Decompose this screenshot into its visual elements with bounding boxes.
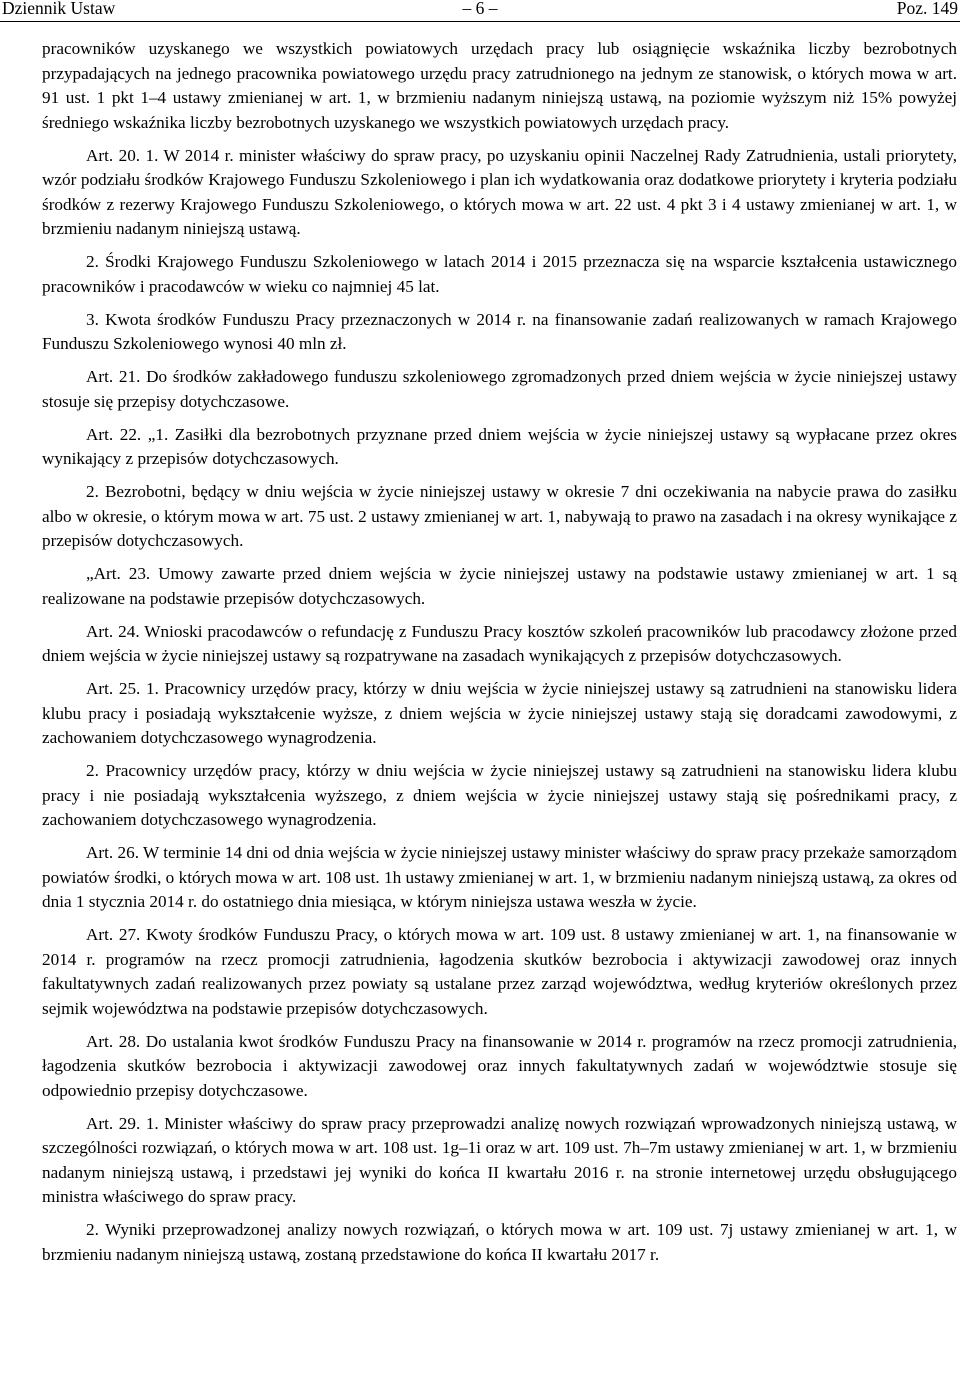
- page-number: – 6 –: [462, 0, 498, 18]
- paragraph-art-22-2: 2. Bezrobotni, będący w dniu wejścia w życie niniejszej ustawy w okresie 7 dni oczekiwania na nabycie prawa do zasiłku albo w okresie, o którym mowa w art. 75 ust. 2 ustawy zmienianej w art. 1, nabywają to prawo na zasadach i na okresy wynikające z przepisów dotychczasowych.: [42, 482, 957, 550]
- header-divider: [0, 21, 960, 22]
- paragraph-art-22-1: Art. 22. „1. Zasiłki dla bezrobotnych przyznane przed dniem wejścia w życie niniejszej ustawy są wypłacane przez okres wynikający z przepisów dotychczasowych.: [42, 424, 957, 468]
- paragraph-art-20-1: Art. 20. 1. W 2014 r. minister właściwy do spraw pracy, po uzyskaniu opinii Naczelnej Rady Zatrudnienia, ustali priorytety, wzór podziału środków Krajowego Funduszu Szkoleniowego i plan ich wydatkowania oraz dodatkowe priorytety i kryteria podziału środków z rezerwy Krajowego Funduszu Szkoleniowego, o których mowa w art. 22 ust. 4 pkt 3 i 4 ustawy zmienianej w art. 1, w brzmieniu nadanym niniejszą ustawą.: [42, 145, 957, 238]
- item-position: Poz. 149: [896, 0, 958, 18]
- paragraph-art-20-3: 3. Kwota środków Funduszu Pracy przeznaczonych w 2014 r. na finansowanie zadań realizowanych w ramach Krajowego Funduszu Szkoleniowego wynosi 40 mln zł.: [42, 309, 957, 353]
- paragraph-art-21: Art. 21. Do środków zakładowego funduszu szkoleniowego zgromadzonych przed dniem wejścia w życie niniejszej ustawy stosuje się przepisy dotychczasowe.: [42, 367, 957, 411]
- paragraph-art-27: Art. 27. Kwoty środków Funduszu Pracy, o których mowa w art. 109 ust. 8 ustawy zmienianej w art. 1, na finansowanie w 2014 r. programów na rzecz promocji zatrudnienia, łagodzenia skutków bezrobocia i aktywizacji zawodowej oraz innych fakultatywnych zadań realizowanych przez powiaty są ustalane przez zarząd województwa, według kryteriów określonych przez sejmik województwa na podstawie przepisów dotychczasowych.: [42, 925, 957, 1018]
- paragraph-art-25-2: 2. Pracownicy urzędów pracy, którzy w dniu wejścia w życie niniejszej ustawy są zatrudnieni na stanowisku lidera klubu pracy i nie posiadają wykształcenia wyższego, z dniem wejścia w życie niniejszej ustawy stają się pośrednikami pracy, z zachowaniem dotychczasowego wynagrodzenia.: [42, 761, 957, 829]
- paragraph-art-28: Art. 28. Do ustalania kwot środków Funduszu Pracy na finansowanie w 2014 r. programów na rzecz promocji zatrudnienia, łagodzenia skutków bezrobocia i aktywizacji zawodowej oraz innych fakultatywnych zadań w województwie stosuje się odpowiednio przepisy dotychczasowe.: [42, 1031, 957, 1100]
- paragraph-art-29-1: Art. 29. 1. Minister właściwy do spraw pracy przeprowadzi analizę nowych rozwiązań wprowadzonych niniejszą ustawą, w szczególności rozwiązań, o których mowa w art. 108 ust. 1g–1i oraz w art. 109 ust. 7h–7m ustawy zmienianej w art. 1, w brzmieniu nadanym niniejszą ustawą, i przedstawi jej wyniki do końca II kwartału 2016 r. na stronie internetowej urzędu obsługującego ministra właściwego do spraw pracy.: [42, 1113, 957, 1206]
- journal-title: Dziennik Ustaw: [2, 0, 116, 18]
- paragraph-art-25-1: Art. 25. 1. Pracownicy urzędów pracy, którzy w dniu wejścia w życie niniejszej ustawy są zatrudnieni na stanowisku lidera klubu pracy i posiadają wykształcenie wyższe, z dniem wejścia w życie niniejszej ustawy stają się doradcami zawodowymi, z zachowaniem dotychczasowego wynagrodzenia.: [42, 679, 957, 747]
- paragraph-art-23: „Art. 23. Umowy zawarte przed dniem wejścia w życie niniejszej ustawy na podstawie ustawy zmienianej w art. 1 są realizowane na podstawie przepisów dotychczasowych.: [42, 564, 957, 608]
- paragraph-art-20-2: 2. Środki Krajowego Funduszu Szkoleniowego w latach 2014 i 2015 przeznacza się na wsparcie kształcenia ustawicznego pracowników i pracodawców w wieku co najmniej 45 lat.: [42, 252, 957, 296]
- paragraph-art-29-2: 2. Wyniki przeprowadzonej analizy nowych rozwiązań, o których mowa w art. 109 ust. 7j ustawy zmienianej w art. 1, w brzmieniu nadanym niniejszą ustawą, zostaną przedstawione do końca II kwartału 2017 r.: [42, 1220, 957, 1264]
- page-header: [0, 0, 960, 22]
- paragraph-art-24: Art. 24. Wnioski pracodawców o refundację z Funduszu Pracy kosztów szkoleń pracowników lub pracodawcy złożone przed dniem wejścia w życie niniejszej ustawy są rozpatrywane na zasadach wynikających z przepisów dotychczasowych.: [42, 621, 957, 665]
- paragraph-art-26: Art. 26. W terminie 14 dni od dnia wejścia w życie niniejszej ustawy minister właściwy do spraw pracy przekaże samorządom powiatów środki, o których mowa w art. 108 ust. 1h ustawy zmienianej w art. 1, w brzmieniu nadanym niniejszą ustawą, za okres od dnia 1 stycznia 2014 r. do ostatniego dnia miesiąca, w którym niniejsza ustawa weszła w życie.: [42, 843, 957, 911]
- paragraph-continuation: pracowników uzyskanego we wszystkich powiatowych urzędach pracy lub osiągnięcie wskaźnika liczby bezrobotnych przypadających na jednego pracownika powiatowego urzędu pracy zatrudnionego na jednym ze stanowisk, o których mowa w art. 91 ust. 1 pkt 1–4 ustawy zmienianej w art. 1, w brzmieniu nadanym niniejszą ustawą, na poziomie wyższym niż 15% powyżej średniego wskaźnika liczby bezrobotnych uzyskanego we wszystkich powiatowych urzędach pracy.: [42, 39, 957, 132]
- document-body: [42, 37, 957, 1267]
